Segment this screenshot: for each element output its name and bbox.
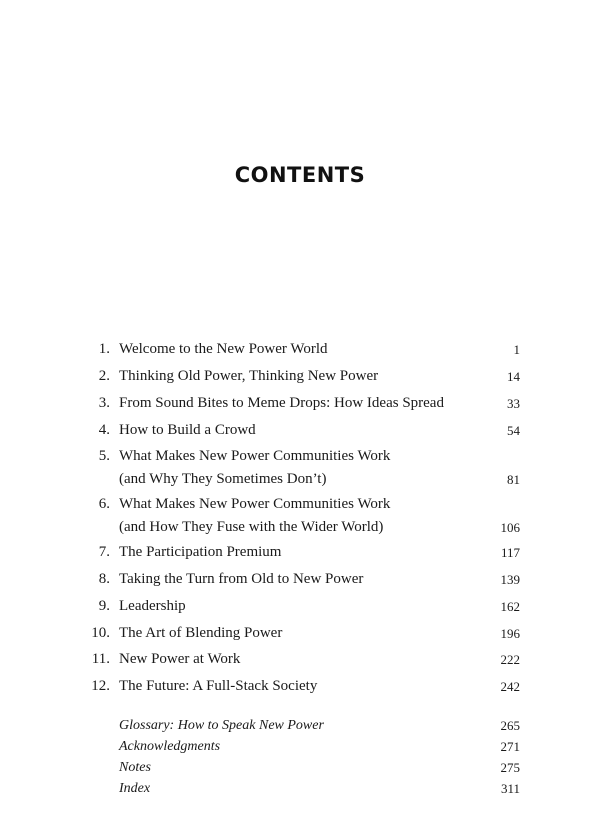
toc-entry-12 (0, 675, 600, 698)
page-number: 81 (507, 472, 520, 487)
page-number: 222 (500, 652, 520, 667)
toc-entry-7 (0, 541, 600, 564)
page-number: 33 (507, 396, 520, 411)
toc-entry-1 (0, 338, 600, 361)
toc-entry-9 (0, 595, 600, 618)
chapter-title: Welcome to the New Power World (119, 341, 328, 357)
chapter-title: What Makes New Power Communities Work (119, 496, 391, 512)
chapter-title: Thinking Old Power, Thinking New Power (119, 368, 379, 384)
chapter-title-continuation: (and Why They Sometimes Don’t) (119, 471, 327, 487)
toc-entry-8 (0, 568, 600, 591)
page-number: 14 (507, 369, 520, 384)
chapter-number: 10. (91, 625, 110, 641)
toc-entry-10 (0, 622, 600, 645)
chapter-title-continuation: (and How They Fuse with the Wider World) (119, 519, 384, 535)
back-matter-title: Notes (119, 760, 151, 775)
page-title: CONTENTS (234, 163, 366, 187)
toc-entry-2 (0, 365, 600, 388)
page-number: 117 (500, 545, 520, 560)
toc-entry-11 (0, 648, 600, 671)
page-number: 242 (500, 679, 520, 694)
page-number: 275 (500, 760, 520, 775)
chapter-title: The Future: A Full-Stack Society (119, 678, 318, 694)
page-number: 139 (500, 572, 520, 587)
chapter-number: 12. (91, 678, 110, 694)
chapter-title: Taking the Turn from Old to New Power (119, 571, 364, 587)
back-matter-acknowledgments (0, 737, 600, 757)
toc-entry-4 (0, 419, 600, 442)
page-number: 162 (500, 599, 520, 614)
page-number: 1 (513, 342, 520, 357)
chapter-number: 3. (98, 395, 110, 411)
back-matter-title: Glossary: How to Speak New Power (119, 718, 324, 733)
chapter-title: How to Build a Crowd (119, 422, 256, 438)
page-number: 311 (500, 781, 520, 796)
chapter-number: 5. (98, 448, 110, 464)
toc-entry-6 (0, 493, 600, 539)
back-matter-title: Index (119, 781, 151, 796)
page-number: 54 (507, 423, 520, 438)
chapter-title: New Power at Work (119, 651, 241, 667)
chapter-number: 1. (98, 341, 110, 357)
toc-entry-5 (0, 445, 600, 491)
chapter-number: 4. (98, 422, 110, 438)
page-number: 106 (500, 520, 520, 535)
chapter-title: What Makes New Power Communities Work (119, 448, 391, 464)
chapter-number: 9. (98, 598, 110, 614)
toc-entry-3 (0, 392, 600, 415)
back-matter-title: Acknowledgments (119, 739, 221, 754)
chapter-number: 2. (98, 368, 110, 384)
page-number: 265 (500, 718, 520, 733)
page-number: 196 (500, 626, 520, 641)
chapter-number: 7. (98, 544, 110, 560)
chapter-number: 8. (98, 571, 110, 587)
chapter-title: The Art of Blending Power (119, 625, 283, 641)
chapter-number: 11. (91, 651, 110, 667)
back-matter-notes (0, 758, 600, 778)
chapter-title: From Sound Bites to Meme Drops: How Ideas Spread (119, 395, 444, 411)
chapter-title: Leadership (119, 598, 186, 614)
back-matter-glossary (0, 716, 600, 736)
page-number: 271 (500, 739, 520, 754)
back-matter-index (0, 779, 600, 799)
chapter-title: The Participation Premium (119, 544, 282, 560)
chapter-number: 6. (98, 496, 110, 512)
